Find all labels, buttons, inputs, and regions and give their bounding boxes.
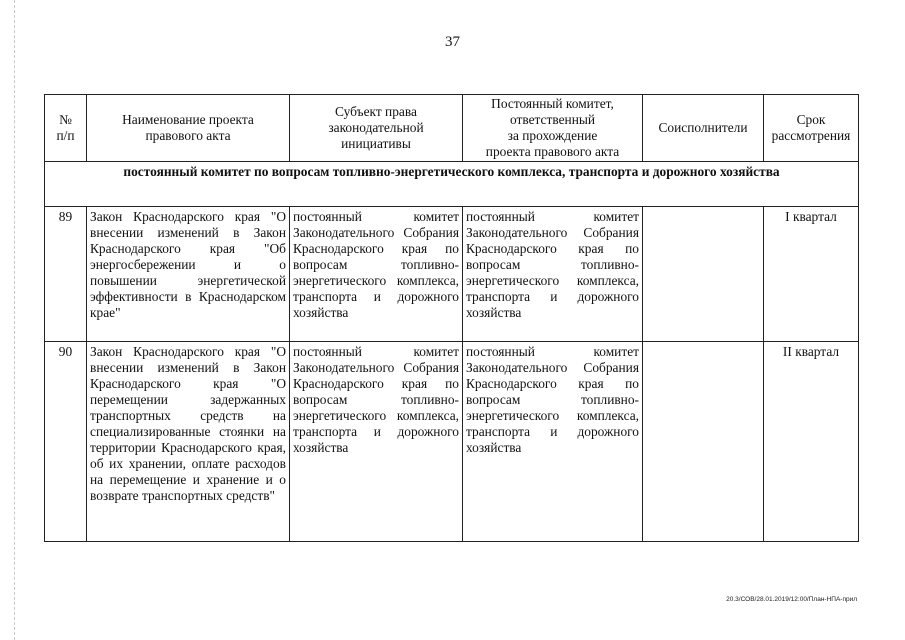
header-term: Срок рассмотрения	[764, 95, 859, 162]
header-num: № п/п	[45, 95, 87, 162]
section-row	[45, 162, 859, 207]
header-committee: Постоянный комитет, ответственный за прохождение проекта правового акта	[463, 95, 643, 162]
row-coexecutors	[643, 207, 764, 342]
row-number: 90	[45, 342, 87, 542]
legislative-plan-table	[44, 94, 859, 542]
row-term: I квартал	[764, 207, 859, 342]
header-subject: Субъект права законодательной инициативы	[290, 95, 463, 162]
row-term: II квартал	[764, 342, 859, 542]
page-number: 37	[445, 34, 460, 50]
scan-edge-mark	[14, 0, 15, 640]
row-committee: постоянный комитет Законодательного Собрания Краснодарского края по вопросам топливно-энергетического комплекса, транспорта и дорожного хозяйства	[463, 207, 643, 342]
section-title: постоянный комитет по вопросам топливно-энергетического комплекса, транспорта и дорожного хозяйства	[45, 162, 859, 207]
row-coexecutors	[643, 342, 764, 542]
table-row	[45, 342, 859, 542]
row-number: 89	[45, 207, 87, 342]
table-row	[45, 207, 859, 342]
row-act-name: Закон Краснодарского края "О внесении изменений в Закон Краснодарского края "Об энергосбережении и о повышении энергетической эффективности в Краснодарском крае"	[87, 207, 290, 342]
row-subject: постоянный комитет Законодательного Собрания Краснодарского края по вопросам топливно-энергетического комплекса, транспорта и дорожного хозяйства	[290, 342, 463, 542]
document-footer-code: 20.3/СОВ/28.01.2019/12:00/План-НПА-прил	[726, 596, 857, 603]
row-act-name: Закон Краснодарского края "О внесении изменений в Закон Краснодарского края "О перемещении задержанных транспортных средств на специализированные стоянки на территории Краснодарского края, об их хранении, оплате расходов на перемещение и хранение и о возврате транспортных средств"	[87, 342, 290, 542]
table-header-row	[45, 95, 859, 162]
row-subject: постоянный комитет Законодательного Собрания Краснодарского края по вопросам топливно-энергетического комплекса, транспорта и дорожного хозяйства	[290, 207, 463, 342]
header-name: Наименование проекта правового акта	[87, 95, 290, 162]
header-coexecutors: Соисполнители	[643, 95, 764, 162]
row-committee: постоянный комитет Законодательного Собрания Краснодарского края по вопросам топливно-энергетического комплекса, транспорта и дорожного хозяйства	[463, 342, 643, 542]
